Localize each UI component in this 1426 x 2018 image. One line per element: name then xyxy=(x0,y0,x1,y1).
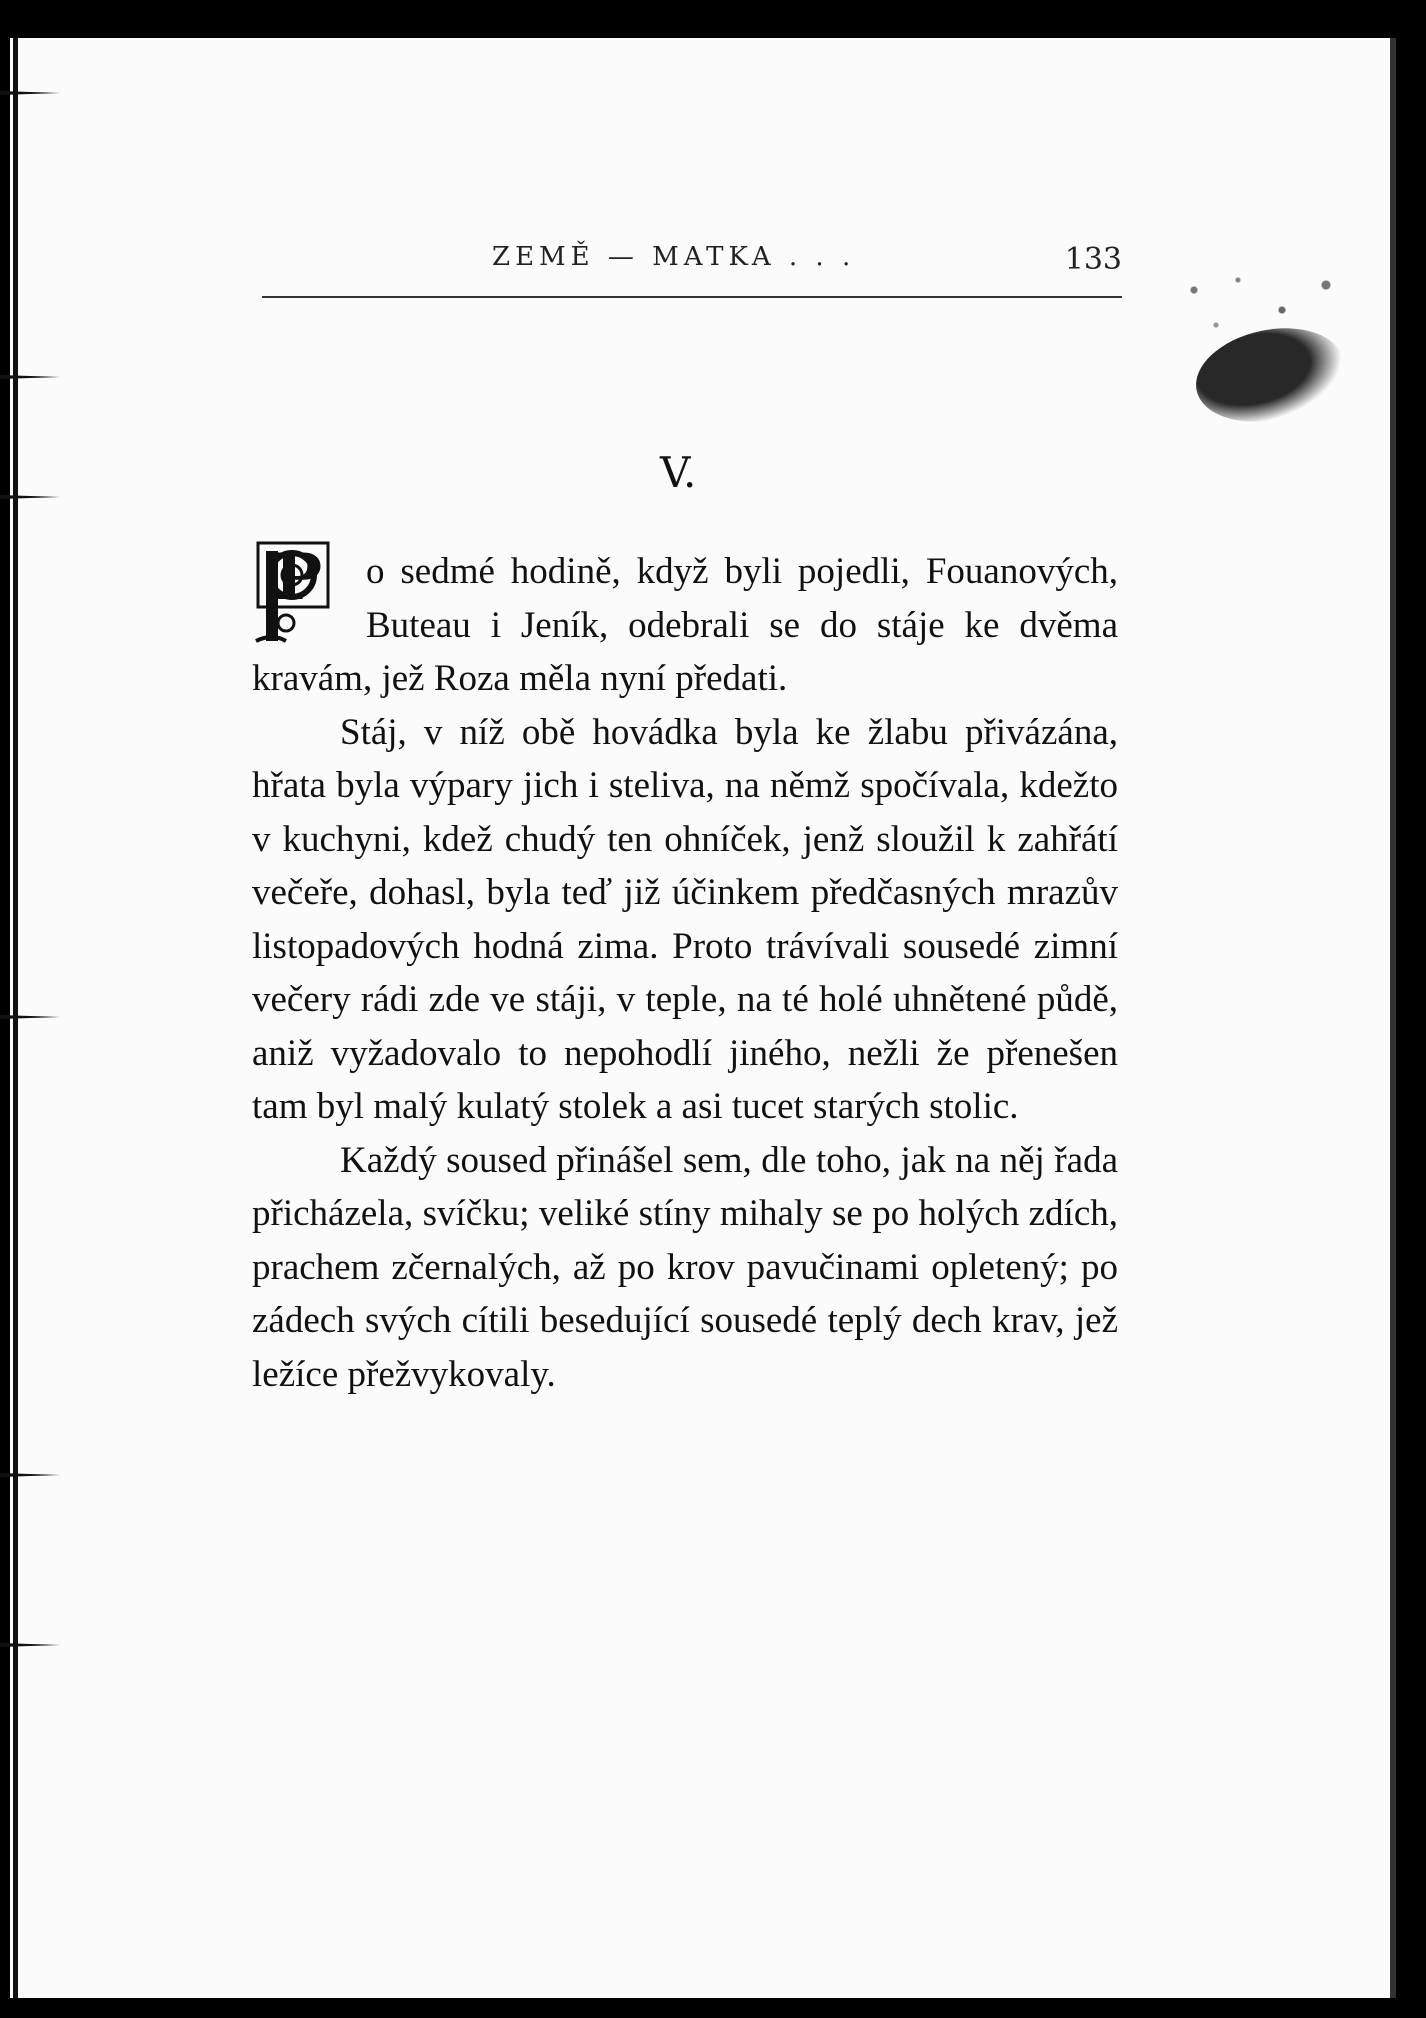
page-header xyxy=(262,236,1122,298)
drop-cap-glyph xyxy=(252,537,352,647)
page-number: 133 xyxy=(1064,242,1122,277)
running-title: ZEMĚ — MATKA . . . xyxy=(492,242,856,272)
paragraph-1-text: o sedmé hodině, když byli pojedli, Fouanových, Buteau i Jeník, odebrali se do stáje ke dvěma kravám, jež Roza měla nyní předati. xyxy=(252,551,1118,699)
paragraph-1 xyxy=(252,540,1118,706)
ornamental-drop-cap xyxy=(252,537,352,647)
paragraph-2: Stáj, v níž obě hovádka byla ke žlabu přivázána, hřata byla výpary jich i steliva, na němž spočívala, kdežto v kuchyni, kdež chudý ten ohníček, jenž sloužil k zahřátí večeře, dohasl, byla teď již účinkem předčasných mrazův listopadových hodná zima. Proto trávívali sousedé zimní večery rádi zde ve stáji, v teple, na té holé uhnětené půdě, aniž vyžadovalo to nepohodlí jiného, nežli že přenešen tam byl malý kulatý stolek a asi tucet starých stolic. xyxy=(252,711,1118,1127)
chapter-number: V. xyxy=(660,448,697,497)
svg-text:P: P xyxy=(274,540,323,615)
paragraph-3: Každý soused přinášel sem, dle toho, jak na něj řada přicházela, svíčku; veliké stíny mihaly se po holých zdích, prachem zčernalých, až po krov pavučinami opletený; po zádech svých cítili besedující sousedé teplý dech krav, jež ležíce přežvykovaly. xyxy=(252,1139,1118,1395)
body-text xyxy=(252,540,1118,1401)
